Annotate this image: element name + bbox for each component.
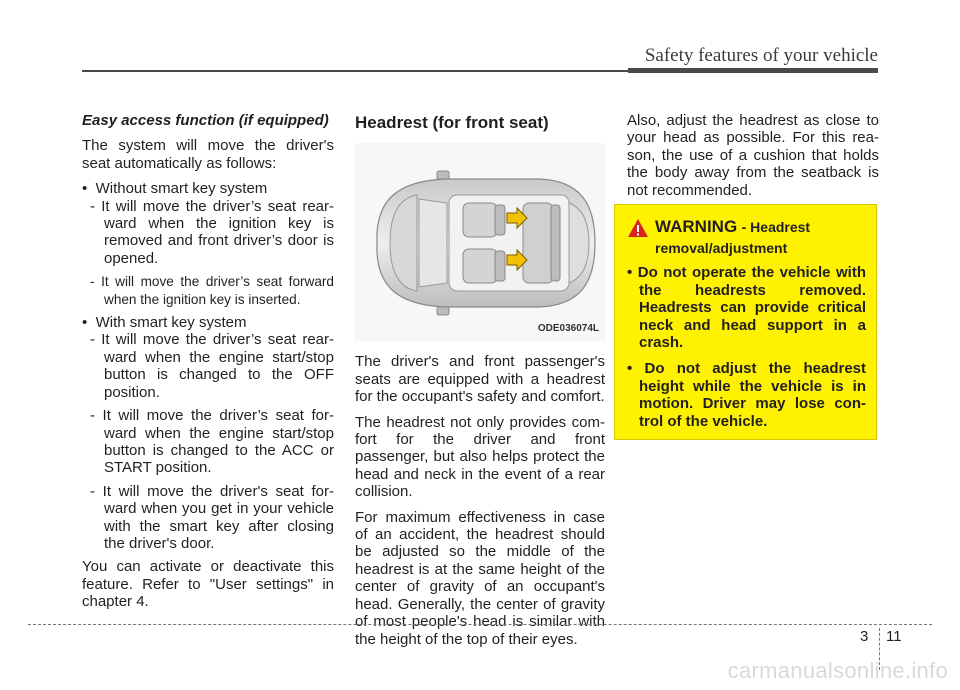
without-smart-key-item-2: - It will move the driver’s seat forward when the ignition key is inserted. (90, 274, 334, 307)
warning-bullet-1: • Do not operate the vehicle with the headrests removed. Headrests can provide critical neck and head support in a crash. (627, 264, 866, 352)
car-top-view-illustration (355, 143, 605, 341)
warning-bullet-2: • Do not adjust the headrest height while the vehicle is in motion. Driver may lose con-trol of the vehicle. (627, 359, 866, 430)
page-number: 11 (886, 628, 902, 645)
warning-subtitle: - Headrest (741, 219, 811, 235)
warning-header (627, 217, 866, 238)
figure-code: ODE036074L (537, 323, 599, 334)
easy-access-outro: You can activate or deactivate this feature. Refer to "User settings" in chapter 4. (82, 558, 334, 611)
headrest-paragraph-1: The driver's and front passenger's seats are equipped with a headrest for the occupant's safety and comfort. (355, 353, 605, 406)
headrest-paragraph-2: The headrest not only provides com-fort for the driver and front passenger, but also helps protect the head and neck in the event of a rear collision. (355, 413, 605, 501)
headrest-paragraph-4: Also, adjust the headrest as close to your head as possible. For this rea-son, the use of a cushion that holds the body away from the seatback is not recommended. (627, 112, 879, 199)
headrest-heading: Headrest (for front seat) (355, 113, 549, 132)
with-smart-key-item-3: - It will move the driver's seat for-ward when you get in your vehicle with the smart key after closing the driver's door. (90, 482, 334, 552)
watermark: carmanualsonline.info (727, 658, 948, 683)
footer-rule (28, 624, 932, 625)
with-smart-key-item-1: - It will move the driver’s seat rear-ward when the engine start/stop button is changed to the OFF position. (90, 331, 334, 401)
chapter-number: 3 (860, 628, 869, 645)
header-rule-accent (628, 68, 878, 73)
bullet-without-smart-key: • Without smart key system (82, 180, 268, 198)
column-2 (355, 112, 605, 656)
easy-access-heading: Easy access function (if equipped) (82, 112, 329, 129)
warning-subtitle-line-2: removal/adjustment (655, 240, 788, 256)
headrest-paragraph-3: For maximum effectiveness in case of an accident, the headrest should be adjusted so the middle of the headrest is at the same height of the center of gravity of an occupant's head. Generally, the center of gravity of most people's head is similar with the height of the top of their eyes. (355, 508, 605, 648)
easy-access-intro: The system will move the driver's seat automatically as follows: (82, 137, 334, 172)
with-smart-key-item-2: - It will move the driver’s seat for-ward when the engine start/stop button is changed to the ACC or START position. (90, 407, 334, 477)
warning-title: WARNING (655, 217, 738, 236)
running-header: Safety features of your vehicle (644, 45, 878, 66)
warning-triangle-icon (627, 218, 649, 238)
column-1 (82, 112, 334, 619)
car-top-view-figure (355, 143, 605, 341)
warning-box (614, 204, 877, 440)
column-3 (627, 112, 879, 207)
bullet-with-smart-key: • With smart key system (82, 314, 247, 332)
without-smart-key-item-1: - It will move the driver’s seat rear-ward when the ignition key is removed and front driver’s door is opened. (90, 197, 334, 267)
